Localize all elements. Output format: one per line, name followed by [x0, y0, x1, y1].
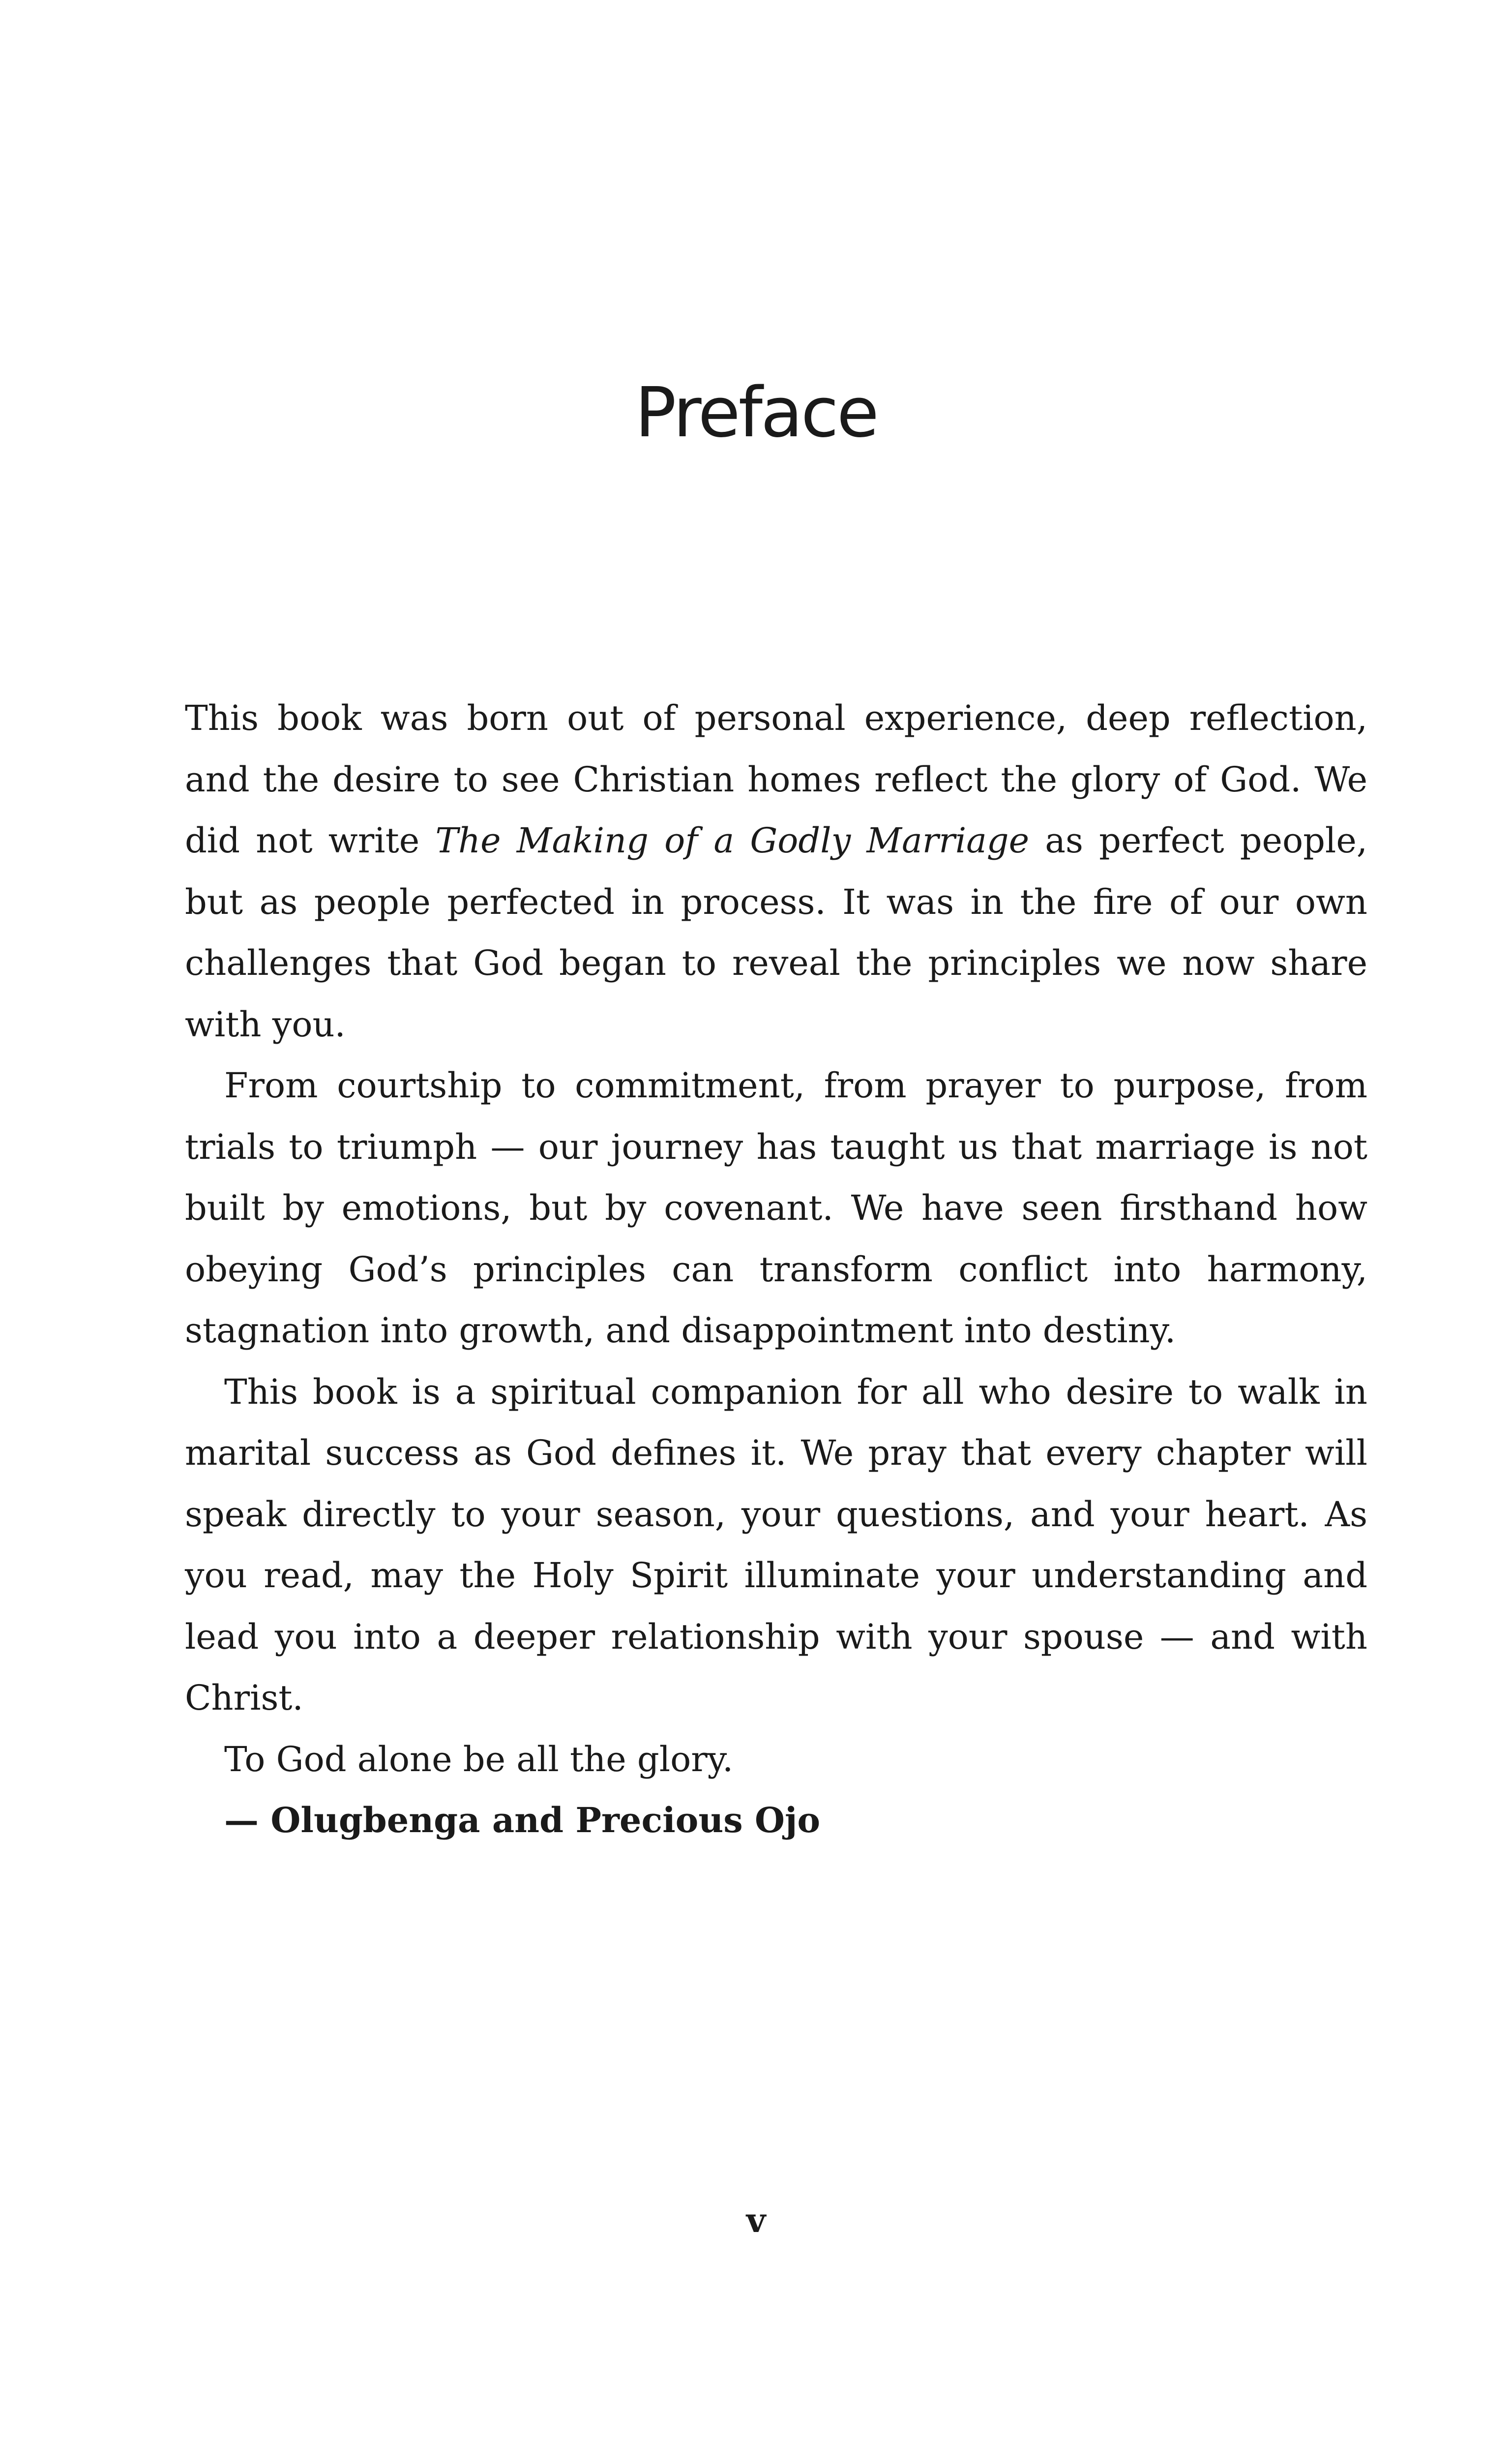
paragraph-1-text-after: as perfect people, but as people perfected in process. It was in the fire of our own challenges that God began to reveal the principles we now share with you. [185, 820, 1368, 1045]
page-title: Preface [635, 373, 877, 453]
paragraph-1-text-before: This book was born out of personal experience, deep reflection, and the desire to see Christian homes reflect the glory of God. We did not write [185, 698, 1367, 861]
paragraph-4: To God alone be all the glory. [224, 1739, 734, 1779]
preface-body [185, 688, 1367, 1851]
book-title-italic: The Making of a Godly Marriage [435, 820, 1030, 861]
paragraph-2: From courtship to commitment, from prayer to purpose, from trials to triumph — our journey has taught us that marriage is not built by emotions, but by covenant. We have seen firsthand how obeying God’s principles can transform conflict into harmony, stagnation into growth, and disappointment into destiny. [185, 1065, 1367, 1351]
page-number: v [746, 2201, 766, 2240]
author-signature: — Olugbenga and Precious Ojo [224, 1800, 821, 1840]
paragraph-3: This book is a spiritual companion for all who desire to walk in marital success as God defines it. We pray that every chapter will speak directly to your season, your questions, and your heart. As you read, may the Holy Spirit illuminate your understanding and lead you into a deeper relationship with your spouse — and with Christ. [185, 1371, 1367, 1718]
paragraph-1 [185, 688, 1367, 1055]
